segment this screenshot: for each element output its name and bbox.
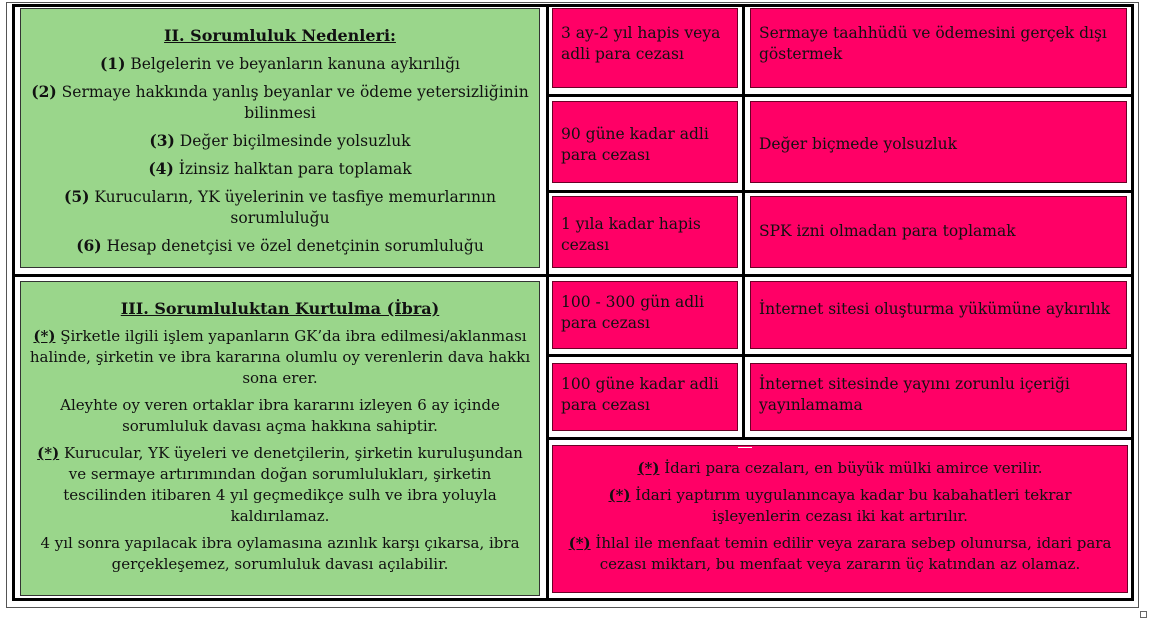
penalty-cell-4 bbox=[552, 281, 738, 349]
notes-box bbox=[552, 445, 1128, 593]
section3-paragraph-1: (*) Şirketle ilgili işlem yapanların GK’da ibra edilmesi/aklanması halinde, şirketin ve ibra kararına olumlu oy verenlerin dava hakkı sona erer. bbox=[29, 327, 531, 387]
section2-item-2: (2) Sermaye hakkında yanlış beyanlar ve ödeme yetersizliğinin bilinmesi bbox=[31, 82, 529, 122]
penalty-cell-2 bbox=[552, 101, 738, 183]
offense-cell-1 bbox=[750, 8, 1127, 88]
offense-text: Sermaye taahhüdü ve ödemesini gerçek dışı göstermek bbox=[759, 24, 1107, 63]
section3-paragraph-4: 4 yıl sonra yapılacak ibra oylamasına azınlık karşı çıkarsa, ibra gerçekleşemez, sorumluluk davası açılabilir. bbox=[40, 534, 520, 573]
offense-text: İnternet sitesi oluşturma yükümüne aykırılık bbox=[759, 300, 1110, 318]
section2-item-3: (3) Değer biçilmesinde yolsuzluk bbox=[149, 131, 411, 150]
offense-text: Değer biçmede yolsuzluk bbox=[759, 135, 957, 153]
section2-title: II. Sorumluluk Nedenleri: bbox=[164, 26, 396, 45]
section2-box bbox=[20, 8, 540, 268]
penalty-text: 3 ay-2 yıl hapis veya adli para cezası bbox=[561, 24, 721, 63]
section2-item-4: (4) İzinsiz halktan para toplamak bbox=[148, 159, 412, 178]
section2-item-6: (6) Hesap denetçisi ve özel denetçinin sorumluluğu bbox=[76, 236, 484, 255]
penalty-text: 100 güne kadar adli para cezası bbox=[561, 375, 719, 414]
penalty-text: 100 - 300 gün adli para cezası bbox=[561, 293, 705, 332]
offense-cell-2 bbox=[750, 101, 1127, 183]
offense-cell-5 bbox=[750, 363, 1127, 431]
section3-paragraph-3: (*) Kurucular, YK üyeleri ve denetçilerin, şirketin kuruluşundan ve sermaye artırımından doğan sorumlulukları, şirketin tescilinden itibaren 4 yıl geçmedikçe sulh ve ibra yoluyla kaldırılamaz. bbox=[37, 444, 523, 525]
offense-cell-4 bbox=[750, 281, 1127, 349]
section3-box bbox=[20, 281, 540, 596]
penalty-text: 90 güne kadar adli para cezası bbox=[561, 125, 709, 164]
note-2: (*) İdari yaptırım uygulanıncaya kadar bu kabahatleri tekrar işleyenlerin cezası iki kat artırılır. bbox=[608, 486, 1072, 525]
section2-item-1: (1) Belgelerin ve beyanların kanuna aykırılığı bbox=[99, 54, 461, 73]
offense-text: İnternet sitesinde yayını zorunlu içeriği yayınlamama bbox=[759, 375, 1070, 414]
cursor-mark bbox=[738, 447, 752, 448]
section3-title: III. Sorumluluktan Kurtulma (İbra) bbox=[120, 299, 440, 318]
note-1: (*) İdari para cezaları, en büyük mülki amirce verilir. bbox=[637, 459, 1043, 477]
penalty-cell-5 bbox=[552, 363, 738, 431]
resize-handle[interactable] bbox=[1140, 611, 1147, 618]
offense-cell-3 bbox=[750, 196, 1127, 268]
penalty-cell-1 bbox=[552, 8, 738, 88]
section2-item-5: (5) Kurucuların, YK üyelerinin ve tasfiye memurlarının sorumluluğu bbox=[64, 187, 496, 227]
section3-paragraph-2: Aleyhte oy veren ortaklar ibra kararını izleyen 6 ay içinde sorumluluk davası açma hakkına sahiptir. bbox=[60, 396, 500, 435]
penalty-cell-3 bbox=[552, 196, 738, 268]
note-3: (*) İhlal ile menfaat temin edilir veya zarara sebep olunursa, idari para cezası miktarı, bu menfaat veya zararın üç katından az olamaz. bbox=[568, 534, 1112, 573]
penalty-text: 1 yıla kadar hapis cezası bbox=[561, 215, 701, 254]
offense-text: SPK izni olmadan para toplamak bbox=[759, 222, 1016, 240]
